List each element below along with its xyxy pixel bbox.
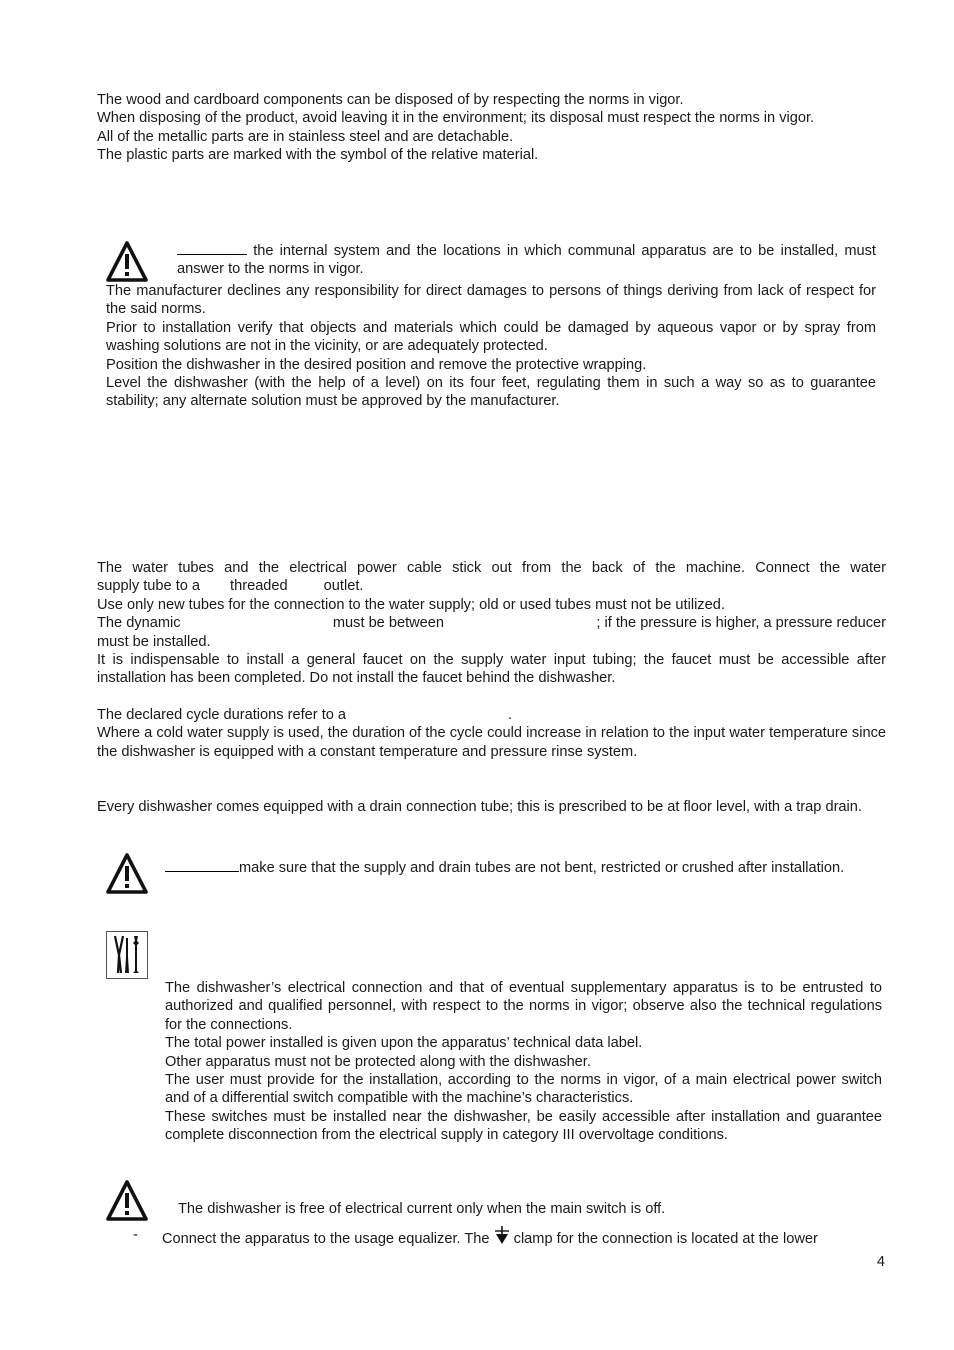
electrical-paragraph: The dishwasher’s electrical connection and that of eventual supplementary apparatus is to be entrusted to authorized and qualified personnel, with respect to the norms in vigor; observe also the technical regulations for the connections. <box>165 980 882 1033</box>
blank-line <box>177 254 247 255</box>
water-text-fragment: supply tube to a <box>97 578 201 595</box>
water-text-fragment: . <box>508 706 513 723</box>
electrical-warning: The dishwasher is free of electrical current only when the main switch is off. <box>178 1201 666 1217</box>
water-paragraph: It is indispensable to install a general faucet on the supply water input tubing; the faucet must be accessible after installation has been completed. Do not install the faucet behind the dishwasher. <box>97 652 886 687</box>
warning-triangle-icon <box>105 1179 149 1223</box>
electrical-bullet-text: Connect the apparatus to the usage equalizer. The <box>162 1231 490 1247</box>
bullet-marker: - <box>133 1227 138 1243</box>
electrical-paragraph: The user must provide for the installation, according to the norms in vigor, of a main electrical power switch and of a differential switch compatible with the machine’s characteristics. <box>165 1072 882 1107</box>
electrical-paragraph: These switches must be installed near the dishwasher, be easily accessible after installation and guarantee complete disconnection from the electrical supply in category III overvoltage conditions. <box>165 1108 882 1144</box>
water-text-fragment: ; if the pressure is higher, a pressure reducer <box>596 615 886 632</box>
water-text-fragment: must be between <box>332 615 445 632</box>
installation-warning <box>177 242 876 279</box>
disposal-line: All of the metallic parts are in stainless steel and are detachable. <box>97 128 514 145</box>
electrical-text <box>165 979 882 1145</box>
drain-warning <box>165 859 882 877</box>
warning-triangle-icon <box>105 240 149 284</box>
disposal-line: The plastic parts are marked with the symbol of the relative material. <box>97 147 539 164</box>
electrical-paragraph: The total power installed is given upon the apparatus’ technical data label. <box>165 1035 643 1052</box>
warning-triangle-icon <box>105 852 149 896</box>
installation-warning-text: the internal system and the locations in which communal apparatus are to be installed, must answer to the norms in vigor. <box>177 243 876 278</box>
tools-icon <box>106 931 148 979</box>
electrical-bullet <box>162 1226 882 1248</box>
drain-warning-text: make sure that the supply and drain tubes are not bent, restricted or crushed after installation. <box>239 860 845 876</box>
water-text-fragment: The declared cycle durations refer to a <box>97 706 347 723</box>
water-paragraph <box>97 706 886 724</box>
water-text-fragment: outlet. <box>323 578 364 595</box>
water-paragraph: Where a cold water supply is used, the duration of the cycle could increase in relation to the input water temperature since the dishwasher is equipped with a constant temperature and pressure rinse system. <box>97 725 886 760</box>
electrical-bullet-text: clamp for the connection is located at the lower <box>513 1231 818 1247</box>
installation-paragraph: Position the dishwasher in the desired position and remove the protective wrapping. <box>106 356 647 373</box>
water-text-fragment: threaded <box>230 578 288 595</box>
disposal-line: When disposing of the product, avoid leaving it in the environment; its disposal must respect the norms in vigor. <box>97 110 815 127</box>
installation-text <box>106 282 876 411</box>
equipotential-icon <box>494 1226 510 1246</box>
water-text-fragment: The dynamic <box>97 615 181 632</box>
water-paragraph: Use only new tubes for the connection to the water supply; old or used tubes must not be utilized. <box>97 596 725 613</box>
electrical-paragraph: Other apparatus must not be protected along with the dishwasher. <box>165 1053 591 1070</box>
installation-paragraph: Level the dishwasher (with the help of a level) on its four feet, regulating them in such a way so as to guarantee stability; any alternate solution must be approved by the manufacturer. <box>106 375 876 410</box>
installation-paragraph: Prior to installation verify that objects and materials which could be damaged by aqueous vapor or by spray from washing solutions are not in the vicinity, or are adequately protected. <box>106 319 876 355</box>
water-paragraph <box>97 577 886 595</box>
water-paragraph: must be installed. <box>97 633 211 650</box>
installation-paragraph: The manufacturer declines any responsibility for direct damages to persons of things deriving from lack of respect for the said norms. <box>106 283 876 318</box>
water-paragraph: The water tubes and the electrical power cable stick out from the back of the machine. Connect the water <box>97 560 886 576</box>
disposal-line: The wood and cardboard components can be disposed of by respecting the norms in vigor. <box>97 92 684 108</box>
water-paragraph <box>97 614 886 632</box>
disposal-text <box>97 91 897 165</box>
page-number: 4 <box>876 1254 885 1270</box>
blank-line <box>165 871 239 872</box>
drain-text: Every dishwasher comes equipped with a drain connection tube; this is prescribed to be at floor level, with a trap drain. <box>97 799 862 815</box>
water-text <box>97 559 886 761</box>
